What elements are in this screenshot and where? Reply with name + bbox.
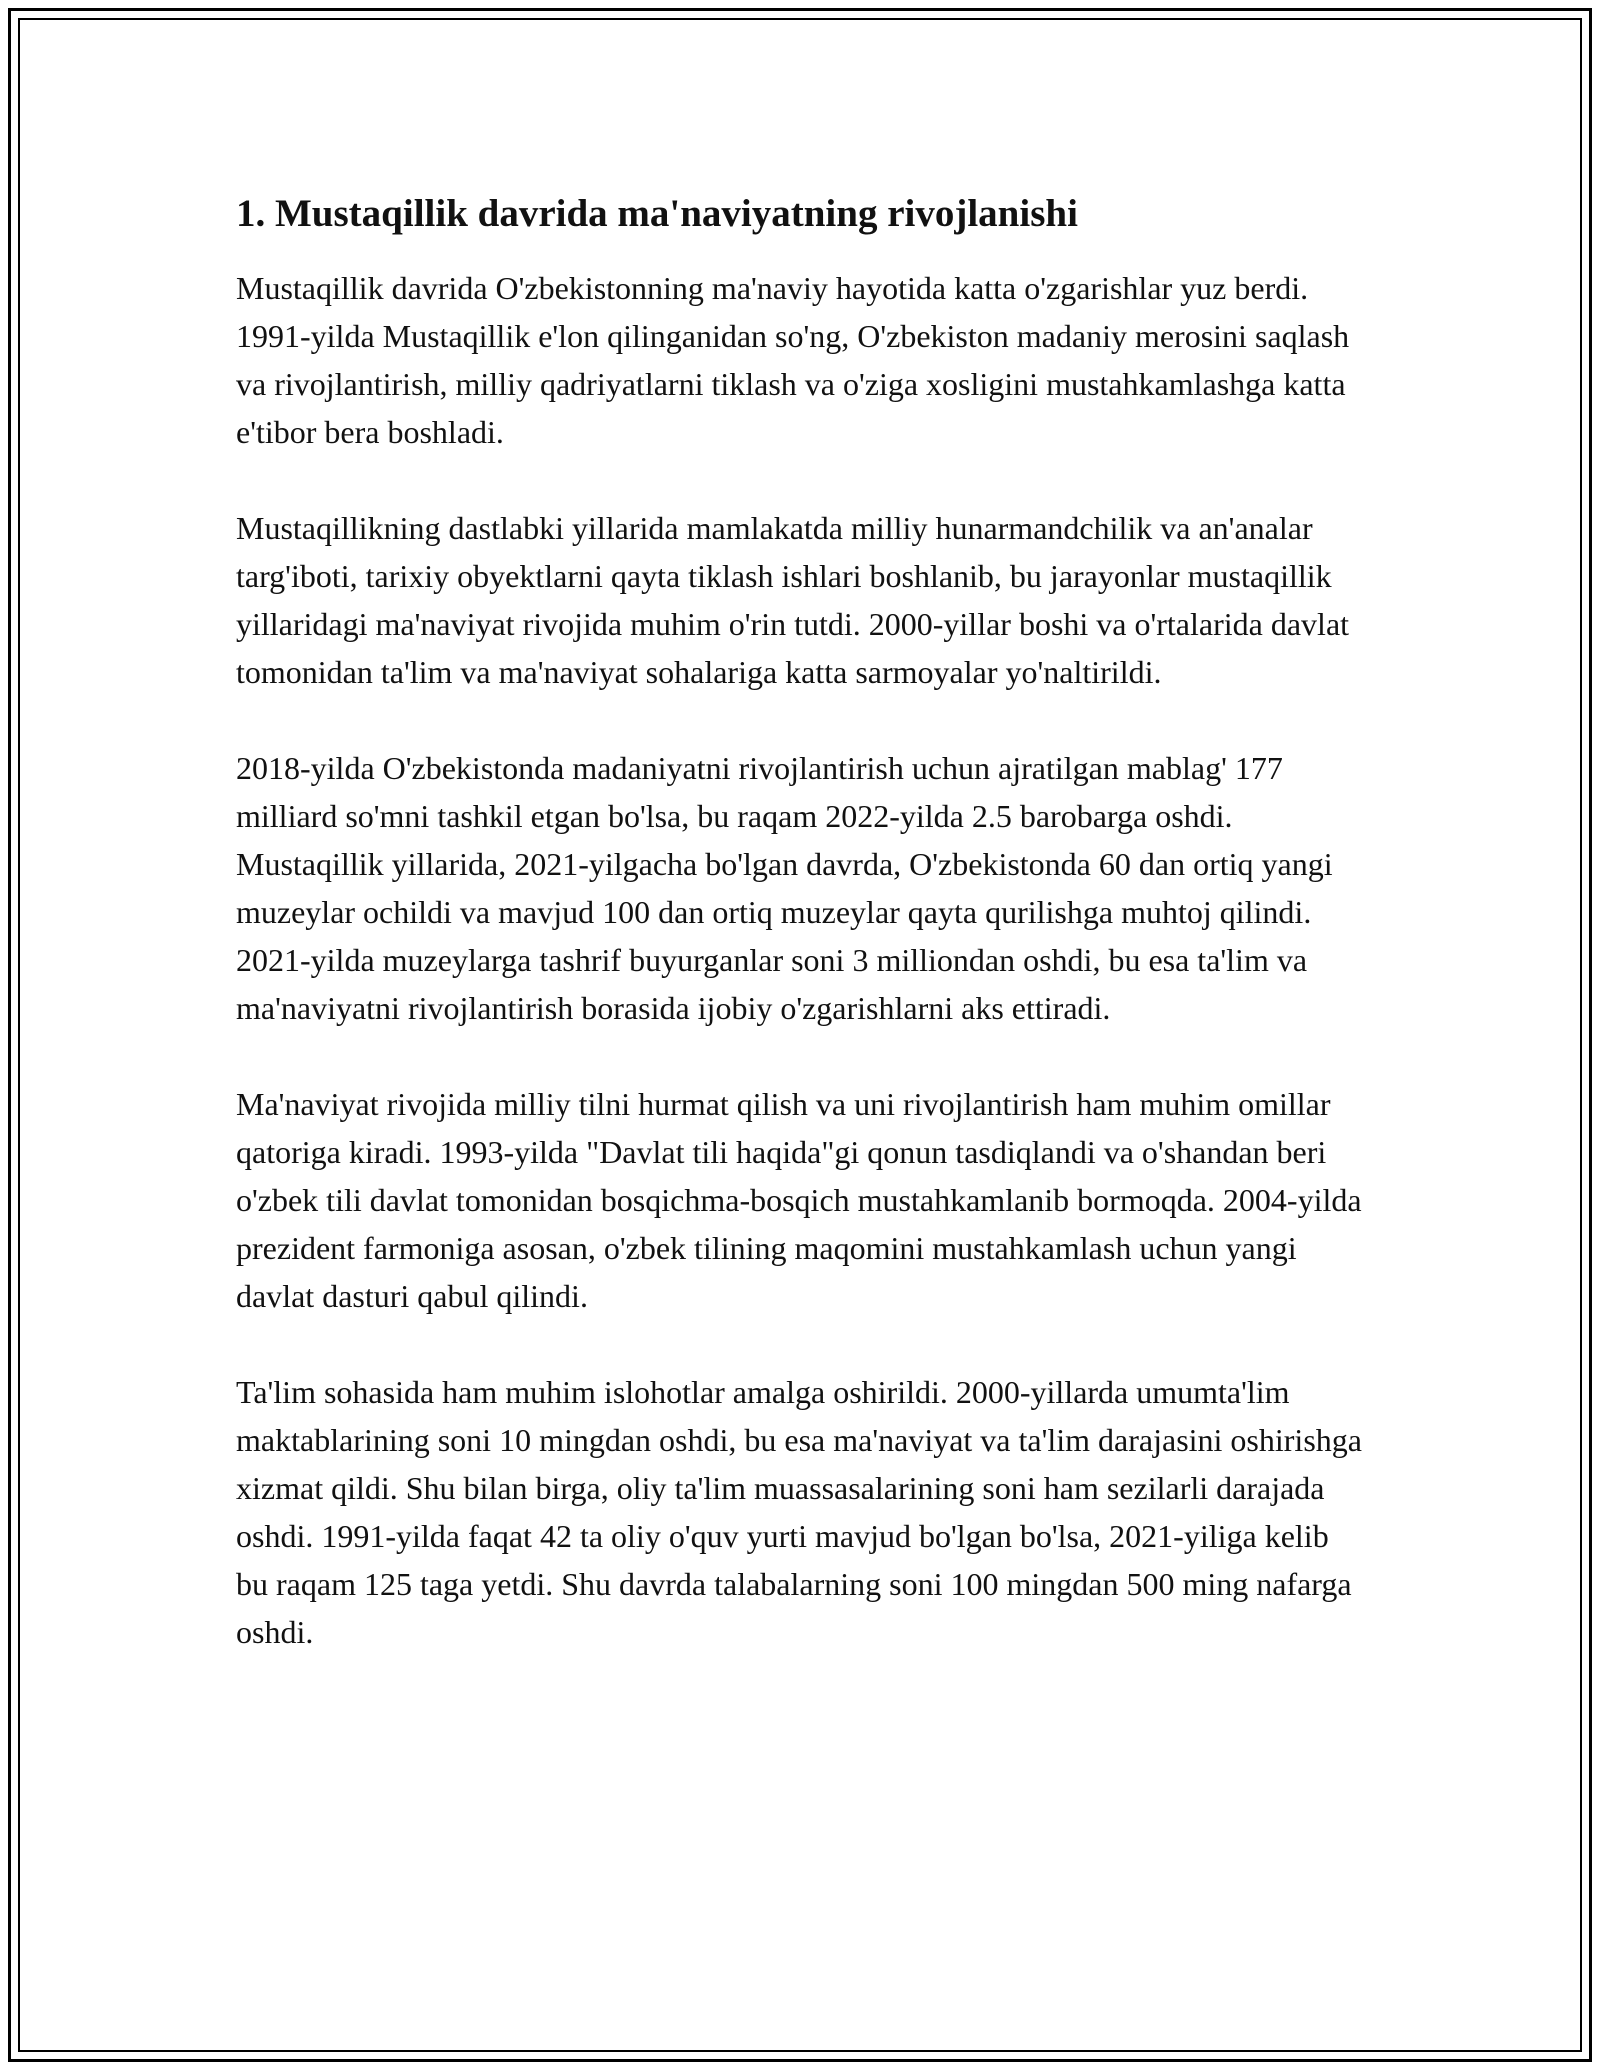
paragraph-3: 2018-yilda O'zbekistonda madaniyatni rivojlantirish uchun ajratilgan mablag' 177 milliard so'mni tashkil etgan bo'lsa, bu raqam 2022-yilda 2.5 barobarga oshdi. Mustaqillik yillarida, 2021-yilgacha bo'lgan davrda, O'zbekistonda 60 dan ortiq yangi muzeylar ochildi va mavjud 100 dan ortiq muzeylar qayta qurilishga muhtoj qilindi. 2021-yilda muzeylarga tashrif buyurganlar soni 3 milliondan oshdi, bu esa ta'lim va ma'naviyatni rivojlantirish borasida ijobiy o'zgarishlarni aks ettiradi. bbox=[236, 750, 1333, 1026]
section-heading: 1. Mustaqillik davrida ma'naviyatning rivojlanishi bbox=[236, 192, 1078, 235]
paragraph-5: Ta'lim sohasida ham muhim islohotlar amalga oshirildi. 2000-yillarda umumta'lim maktablarining soni 10 mingdan oshdi, bu esa ma'naviyat va ta'lim darajasini oshirishga xizmat qildi. Shu bilan birga, oliy ta'lim muassasalarining soni ham sezilarli darajada oshdi. 1991-yilda faqat 42 ta oliy o'quv yurti mavjud bo'lgan bo'lsa, 2021-yiliga kelib bu raqam 125 taga yetdi. Shu davrda talabalarning soni 100 mingdan 500 ming nafarga oshdi. bbox=[236, 1374, 1362, 1650]
paragraph-4: Ma'naviyat rivojida milliy tilni hurmat qilish va uni rivojlantirish ham muhim omillar qatoriga kiradi. 1993-yilda "Davlat tili haqida"gi qonun tasdiqlandi va o'shandan beri o'zbek tili davlat tomonidan bosqichma-bosqich mustahkamlanib bormoqda. 2004-yilda prezident farmoniga asosan, o'zbek tilining maqomini mustahkamlash uchun yangi davlat dasturi qabul qilindi. bbox=[236, 1086, 1362, 1314]
document-body bbox=[236, 186, 1366, 1704]
paragraph-1: Mustaqillik davrida O'zbekistonning ma'naviy hayotida katta o'zgarishlar yuz berdi. 1991-yilda Mustaqillik e'lon qilinganidan so'ng, O'zbekiston madaniy merosini saqlash va rivojlantirish, milliy qadriyatlarni tiklash va o'ziga xosligini mustahkamlashga katta e'tibor bera boshladi. bbox=[236, 270, 1350, 450]
paragraph-2: Mustaqillikning dastlabki yillarida mamlakatda milliy hunarmandchilik va an'analar targ'iboti, tarixiy obyektlarni qayta tiklash ishlari boshlanib, bu jarayonlar mustaqillik yillaridagi ma'naviyat rivojida muhim o'rin tutdi. 2000-yillar boshi va o'rtalarida davlat tomonidan ta'lim va ma'naviyat sohalariga katta sarmoyalar yo'naltirildi. bbox=[236, 510, 1350, 690]
